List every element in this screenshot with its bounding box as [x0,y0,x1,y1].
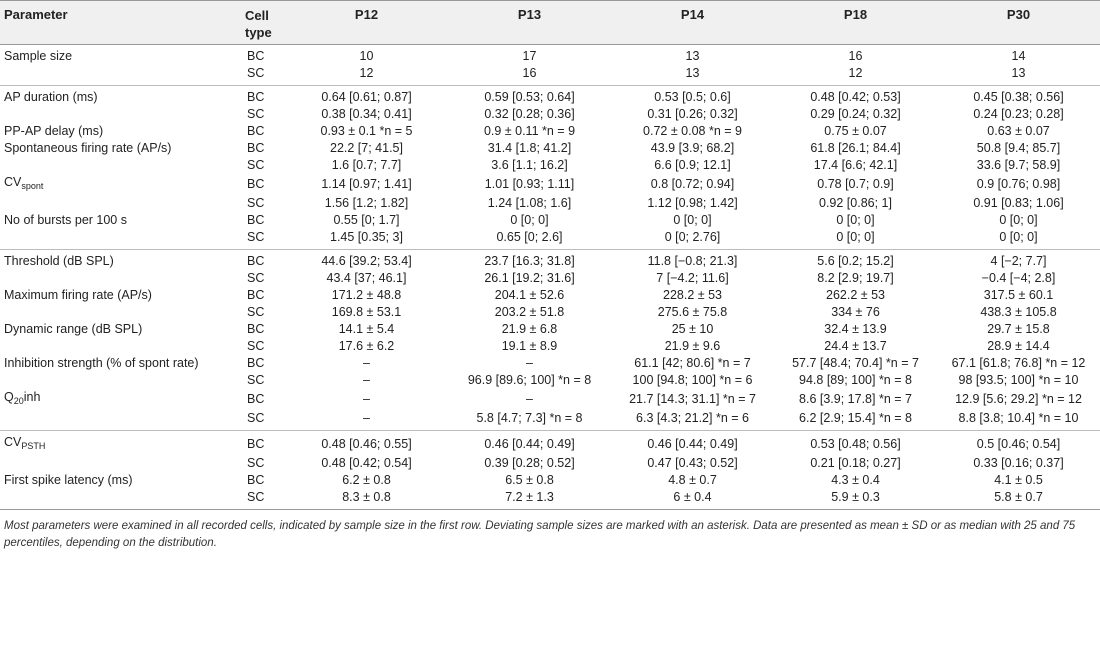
value-cell: 203.2 ± 51.8 [494,305,565,319]
parameter-cell [0,157,245,174]
table-row [0,489,1100,510]
header-cell-type-line1: Cell [245,8,269,23]
value-cell: 17.4 [6.6; 42.1] [813,158,898,172]
value-cell: 5.6 [0.2; 15.2] [774,250,937,271]
header-cell-type [245,1,285,45]
table-header-row [0,1,1100,45]
value-cell: −0.4 [−4; 2.8] [981,271,1056,285]
value-cell: 5.8 [4.7; 7.3] *n = 8 [476,411,583,425]
value-cell: 12 [359,66,374,80]
table-row [0,45,1100,66]
value-cell: 6.3 [4.3; 21.2] *n = 6 [636,411,749,425]
cell-type: BC [247,392,265,406]
cell-type: SC [247,339,265,353]
value-cell: 0.46 [0.44; 0.49] [448,431,611,456]
value-cell: 4.3 ± 0.4 [831,473,880,487]
value-cell: 100 [94.8; 100] *n = 6 [632,373,753,387]
parameter-subscript: PSTH [21,441,46,451]
value-cell: 0.53 [0.48; 0.56] [774,431,937,456]
value-cell: 0.33 [0.16; 0.37] [973,456,1064,470]
value-cell: 1.56 [1.2; 1.82] [324,196,409,210]
value-cell: 61.8 [26.1; 84.4] [810,141,901,155]
value-cell: 1.12 [0.98; 1.42] [647,196,738,210]
value-cell: 0 [0; 2.76] [664,230,721,244]
parameter-suffix: inh [23,390,41,404]
header-cell-type-line2: type [245,25,272,40]
table-row [0,250,1100,271]
value-cell: 4.8 ± 0.7 [668,473,717,487]
value-cell: 0.93 ± 0.1 *n = 5 [320,124,413,138]
value-cell: 67.1 [61.8; 76.8] *n = 12 [951,356,1086,370]
parameter-cell [0,229,245,250]
value-cell: 25 ± 10 [671,322,714,336]
parameter-subscript: 20 [13,396,24,406]
value-cell: 5.9 ± 0.3 [774,489,937,510]
parameter-label: Dynamic range (dB SPL) [4,322,143,336]
parameter-cell [0,489,245,510]
parameter-cell [0,45,245,66]
parameter-cell [0,140,245,157]
value-cell: 14 [1011,49,1026,63]
value-cell: 0.9 ± 0.11 *n = 9 [483,124,576,138]
cell-type: BC [247,141,265,155]
cell-type: BC [247,288,265,302]
value-cell: – [526,356,533,370]
parameter-label: CV [4,175,22,189]
cell-type: BC [247,49,265,63]
value-cell: 1.01 [0.93; 1.11] [484,177,575,191]
value-cell: 275.6 ± 75.8 [657,305,728,319]
parameter-cell [0,270,245,287]
cell-type: BC [245,250,285,271]
parameter-cell [0,372,245,389]
parameter-label: CV [4,435,22,449]
value-cell: 0.65 [0; 2.6] [496,230,563,244]
value-cell: 0.5 [0.46; 0.54] [937,431,1100,456]
parameter-label: Maximum firing rate (AP/s) [4,288,152,302]
value-cell: 43.9 [3.9; 68.2] [650,141,735,155]
value-cell: 0.48 [0.42; 0.53] [774,86,937,107]
value-cell: 0.48 [0.46; 0.55] [285,431,448,456]
value-cell: 0.29 [0.24; 0.32] [810,107,901,121]
value-cell: 16 [848,49,863,63]
value-cell: 0.21 [0.18; 0.27] [810,456,901,470]
value-cell: 171.2 ± 48.8 [331,288,402,302]
header-parameter: Parameter [0,1,245,45]
cell-type: SC [247,373,265,387]
value-cell: 43.4 [37; 46.1] [326,271,407,285]
cell-type: BC [247,356,265,370]
value-cell: 21.9 ± 9.6 [664,339,721,353]
table-row [0,123,1100,140]
table-body [0,45,1100,510]
parameter-cell [0,250,245,271]
value-cell: 1.6 [0.7; 7.7] [331,158,402,172]
value-cell: 17 [522,49,537,63]
value-cell: – [363,411,370,425]
value-cell: 0.47 [0.43; 0.52] [647,456,738,470]
table-row [0,455,1100,472]
value-cell: 11.8 [−0.8; 21.3] [611,250,774,271]
value-cell: 32.4 ± 13.9 [824,322,887,336]
parameter-cell [0,212,245,229]
value-cell: – [363,373,370,387]
parameter-cell [0,106,245,123]
value-cell: 13 [1011,66,1026,80]
value-cell: 0.8 [0.72; 0.94] [650,177,735,191]
table-row [0,270,1100,287]
value-cell: 0.75 ± 0.07 [824,124,887,138]
value-cell: 169.8 ± 53.1 [331,305,402,319]
table-row [0,195,1100,212]
parameter-cell [0,304,245,321]
header-age: P14 [611,1,774,45]
value-cell: 0.46 [0.44; 0.49] [611,431,774,456]
value-cell: 6.6 [0.9; 12.1] [654,158,731,172]
cell-type: BC [247,473,265,487]
value-cell: 438.3 ± 105.8 [980,305,1057,319]
parameter-cell [0,86,245,107]
cell-type: BC [247,213,265,227]
value-cell: 22.2 [7; 41.5] [330,141,403,155]
value-cell: 0.91 [0.83; 1.06] [973,196,1064,210]
parameter-label: Spontaneous firing rate (AP/s) [4,141,172,155]
cell-type: BC [245,431,285,456]
cell-type: SC [247,158,265,172]
header-age: P18 [774,1,937,45]
cell-type: BC [247,322,265,336]
parameter-subscript: spont [21,181,44,191]
table-row [0,212,1100,229]
value-cell: 28.9 ± 14.4 [987,339,1050,353]
table-row [0,157,1100,174]
value-cell: – [363,392,370,406]
value-cell: 0.92 [0.86; 1] [819,196,892,210]
value-cell: 6.5 ± 0.8 [505,473,554,487]
cell-type: BC [247,177,265,191]
table-row [0,140,1100,157]
value-cell: 6 ± 0.4 [611,489,774,510]
value-cell: 0 [0; 0] [836,230,875,244]
value-cell: 0.31 [0.26; 0.32] [647,107,738,121]
table-row [0,287,1100,304]
value-cell: 14.1 ± 5.4 [338,322,395,336]
table-footnote: Most parameters were examined in all recorded cells, indicated by sample size in the first row. Deviating sample sizes are marked with an asterisk. Data are presented as mean ± SD or as median with 25 and 75 percentiles, depending on the distribution. [4,520,1076,549]
table-row [0,338,1100,355]
parameter-label: Threshold (dB SPL) [4,254,114,268]
cell-type: SC [247,411,265,425]
value-cell: 23.7 [16.3; 31.8] [448,250,611,271]
value-cell: 228.2 ± 53 [663,288,722,302]
value-cell: 13 [685,49,700,63]
table-row [0,321,1100,338]
value-cell: 16 [522,66,537,80]
value-cell: 13 [685,66,700,80]
value-cell: 29.7 ± 15.8 [987,322,1050,336]
cell-type: SC [247,456,265,470]
value-cell: 50.8 [9.4; 85.7] [976,141,1061,155]
cell-type: BC [245,86,285,107]
value-cell: 0.63 ± 0.07 [987,124,1050,138]
value-cell: 44.6 [39.2; 53.4] [285,250,448,271]
value-cell: 0.39 [0.28; 0.52] [484,456,575,470]
table-row [0,65,1100,86]
value-cell: 0.48 [0.42; 0.54] [321,456,412,470]
value-cell: 0.55 [0; 1.7] [333,213,400,227]
table-row [0,174,1100,195]
cell-type: SC [247,107,265,121]
table-row [0,304,1100,321]
value-cell: 96.9 [89.6; 100] *n = 8 [467,373,592,387]
value-cell: 94.8 [89; 100] *n = 8 [799,373,912,387]
value-cell: 3.6 [1.1; 16.2] [491,158,568,172]
value-cell: 33.6 [9.7; 58.9] [976,158,1061,172]
parameter-cell [0,455,245,472]
value-cell: 262.2 ± 53 [826,288,885,302]
parameter-cell [0,195,245,212]
parameter-cell [0,65,245,86]
cell-type: SC [247,196,265,210]
value-cell: 6.2 [2.9; 15.4] *n = 8 [799,411,912,425]
parameter-cell [0,338,245,355]
value-cell: 0.38 [0.34; 0.41] [321,107,412,121]
table-row [0,229,1100,250]
value-cell: 8.8 [3.8; 10.4] *n = 10 [958,411,1079,425]
table-row [0,431,1100,456]
parameter-label: No of bursts per 100 s [4,213,127,227]
value-cell: 31.4 [1.8; 41.2] [487,141,572,155]
value-cell: 0.53 [0.5; 0.6] [611,86,774,107]
table-row [0,389,1100,410]
parameter-label: PP-AP delay (ms) [4,124,104,138]
header-age: P13 [448,1,611,45]
value-cell: 0 [0; 0] [999,230,1038,244]
table-row [0,355,1100,372]
value-cell: 98 [93.5; 100] *n = 10 [958,373,1079,387]
parameter-cell [0,472,245,489]
parameter-label: AP duration (ms) [4,90,98,104]
value-cell: 0.64 [0.61; 0.87] [285,86,448,107]
cell-type: SC [247,305,265,319]
value-cell: 0 [0; 0] [999,213,1038,227]
value-cell: 8.2 [2.9; 19.7] [817,271,894,285]
value-cell: 0.72 ± 0.08 *n = 9 [643,124,742,138]
table-row [0,106,1100,123]
value-cell: 334 ± 76 [831,305,880,319]
header-age: P12 [285,1,448,45]
value-cell: 0.24 [0.23; 0.28] [973,107,1064,121]
value-cell: 0 [0; 0] [510,213,549,227]
value-cell: 17.6 ± 6.2 [338,339,395,353]
cell-type: SC [245,489,285,510]
value-cell: 24.4 ± 13.7 [824,339,887,353]
value-cell: 10 [359,49,374,63]
value-cell: 1.14 [0.97; 1.41] [321,177,412,191]
value-cell: – [363,356,370,370]
value-cell: 5.8 ± 0.7 [937,489,1100,510]
value-cell: 204.1 ± 52.6 [494,288,565,302]
value-cell: 61.1 [42; 80.6] *n = 7 [634,356,751,370]
value-cell: 0.45 [0.38; 0.56] [937,86,1100,107]
parameter-cell [0,321,245,338]
value-cell: 8.6 [3.9; 17.8] *n = 7 [799,392,912,406]
value-cell: 1.45 [0.35; 3] [330,230,403,244]
parameter-cell [0,123,245,140]
cell-type: SC [247,230,265,244]
parameter-label: Q [4,390,14,404]
value-cell: 0.32 [0.28; 0.36] [484,107,575,121]
value-cell: 317.5 ± 60.1 [983,288,1054,302]
parameter-cell [0,355,245,372]
parameter-cell [0,174,245,195]
value-cell: 0.78 [0.7; 0.9] [817,177,894,191]
cell-type: BC [247,124,265,138]
value-cell: 0 [0; 0] [673,213,712,227]
value-cell: 12 [848,66,863,80]
parameter-label: First spike latency (ms) [4,473,133,487]
value-cell: 21.9 ± 6.8 [501,322,558,336]
value-cell: 21.7 [14.3; 31.1] *n = 7 [629,392,756,406]
value-cell: 8.3 ± 0.8 [285,489,448,510]
parameter-label: Inhibition strength (% of spont rate) [4,356,199,370]
table-row [0,372,1100,389]
value-cell: 57.7 [48.4; 70.4] *n = 7 [792,356,919,370]
cell-type: SC [247,66,265,80]
parameter-label: Sample size [4,49,73,63]
value-cell: 7 [−4.2; 11.6] [656,271,729,285]
value-cell: 6.2 ± 0.8 [342,473,391,487]
parameter-cell [0,389,245,410]
value-cell: – [526,392,533,406]
value-cell: 26.1 [19.2; 31.6] [484,271,575,285]
value-cell: 7.2 ± 1.3 [448,489,611,510]
parameter-cell [0,287,245,304]
table-row [0,472,1100,489]
parameter-cell [0,431,245,456]
cell-type: SC [247,271,265,285]
parameter-cell [0,410,245,431]
value-cell: 0.59 [0.53; 0.64] [448,86,611,107]
value-cell: 1.24 [1.08; 1.6] [487,196,572,210]
table-row [0,86,1100,107]
header-age: P30 [937,1,1100,45]
value-cell: 12.9 [5.6; 29.2] *n = 12 [955,392,1082,406]
value-cell: 4.1 ± 0.5 [994,473,1043,487]
value-cell: 4 [−2; 7.7] [937,250,1100,271]
table-row [0,410,1100,431]
value-cell: 0.9 [0.76; 0.98] [976,177,1061,191]
value-cell: 19.1 ± 8.9 [501,339,558,353]
value-cell: 0 [0; 0] [836,213,875,227]
